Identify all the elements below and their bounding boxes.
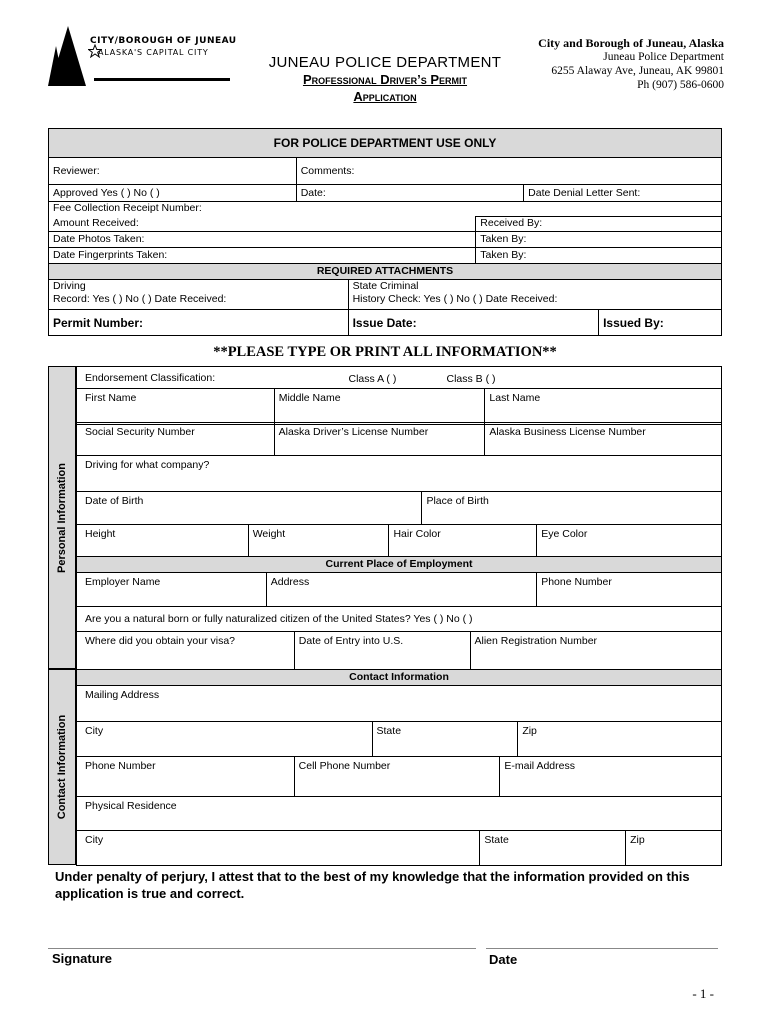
company-table <box>76 455 722 492</box>
address-line2: Juneau Police Department <box>603 51 724 63</box>
alien-registration-field[interactable]: Alien Registration Number <box>470 632 722 670</box>
contact-heading: Contact Information <box>77 670 722 686</box>
mailing-city-table <box>76 721 722 757</box>
contact-info-side-label <box>48 669 76 865</box>
form-title-line2: Application <box>353 89 417 104</box>
visa-table <box>76 631 722 670</box>
mailing-city-field[interactable]: City <box>77 722 373 757</box>
criminal-check-label1: State Criminal <box>352 280 419 292</box>
approved-field[interactable]: Approved Yes ( ) No ( ) <box>49 185 297 202</box>
endorsement-label: Endorsement Classification: <box>85 371 216 384</box>
date-field[interactable]: Date: <box>296 185 523 202</box>
residence-zip-field[interactable]: Zip <box>626 831 722 866</box>
physical-residence-field[interactable]: Physical Residence <box>77 797 722 831</box>
cell-phone-field[interactable]: Cell Phone Number <box>294 757 500 797</box>
height-field[interactable]: Height <box>77 525 249 557</box>
type-or-print-notice: **PLEASE TYPE OR PRINT ALL INFORMATION** <box>213 344 557 360</box>
residence-state-field[interactable]: State <box>480 831 626 866</box>
pob-field[interactable]: Place of Birth <box>422 492 722 525</box>
residence-table <box>76 796 722 831</box>
endorsement-row <box>77 367 722 389</box>
middle-name-field[interactable]: Middle Name <box>274 389 485 425</box>
contact-table <box>76 669 722 722</box>
fingerprints-date-field[interactable]: Date Fingerprints Taken: <box>49 248 476 264</box>
mailing-state-field[interactable]: State <box>372 722 518 757</box>
date-label: Date <box>489 952 518 967</box>
employer-phone-field[interactable]: Phone Number <box>537 573 722 607</box>
ssn-field[interactable]: Social Security Number <box>77 423 275 456</box>
visa-field[interactable]: Where did you obtain your visa? <box>77 632 295 670</box>
received-by-field[interactable]: Received By: <box>476 217 722 232</box>
alaska-bl-field[interactable]: Alaska Business License Number <box>485 423 722 456</box>
personal-info-table <box>76 366 722 389</box>
personal-info-side-label <box>48 366 76 669</box>
fingerprints-taken-by-field[interactable]: Taken By: <box>476 248 722 264</box>
citizenship-field[interactable]: Are you a natural born or fully naturalized citizen of the United States? Yes ( ) No ( ) <box>77 607 722 632</box>
birth-table <box>76 491 722 525</box>
weight-field[interactable]: Weight <box>248 525 389 557</box>
eye-color-field[interactable]: Eye Color <box>537 525 722 557</box>
criminal-check-field[interactable] <box>348 280 721 310</box>
reviewer-field[interactable]: Reviewer: <box>49 158 297 185</box>
driving-record-field[interactable] <box>49 280 349 310</box>
employment-heading: Current Place of Employment <box>77 557 722 573</box>
mailing-address-field[interactable]: Mailing Address <box>77 686 722 722</box>
employment-table <box>76 556 722 607</box>
company-field[interactable]: Driving for what company? <box>77 456 722 492</box>
employer-address-field[interactable]: Address <box>266 573 536 607</box>
office-use-table <box>48 128 722 336</box>
contact-info-label-text: Contact Information <box>56 714 68 820</box>
criminal-check-label2: History Check: Yes ( ) No ( ) Date Received: <box>352 293 558 305</box>
dept-title: JUNEAU POLICE DEPARTMENT <box>268 54 502 71</box>
contact-phone-field[interactable]: Phone Number <box>77 757 295 797</box>
signature-label: Signature <box>52 951 112 966</box>
department-address <box>538 36 724 92</box>
physical-traits-table <box>76 524 722 557</box>
office-use-heading: FOR POLICE DEPARTMENT USE ONLY <box>49 129 722 158</box>
dob-field[interactable]: Date of Birth <box>77 492 422 525</box>
photos-date-field[interactable]: Date Photos Taken: <box>49 232 476 248</box>
first-name-field[interactable]: First Name <box>77 389 275 425</box>
logo-line1: CITY/BOROUGH OF JUNEAU <box>90 36 237 46</box>
last-name-field[interactable]: Last Name <box>485 389 722 425</box>
class-a-checkbox[interactable]: Class A ( ) <box>348 372 397 385</box>
denial-letter-field[interactable]: Date Denial Letter Sent: <box>524 185 722 202</box>
residence-city-table <box>76 830 722 866</box>
address-line4: Ph (907) 586-0600 <box>637 79 724 91</box>
hair-color-field[interactable]: Hair Color <box>389 525 537 557</box>
address-line1: City and Borough of Juneau, Alaska <box>538 36 724 50</box>
logo-underline <box>94 78 230 81</box>
comments-field[interactable]: Comments: <box>296 158 721 185</box>
fee-receipt-field[interactable]: Fee Collection Receipt Number: <box>49 202 722 217</box>
form-title-line1: Professional Driver’s Permit <box>302 72 468 87</box>
employer-name-field[interactable]: Employer Name <box>77 573 267 607</box>
citizenship-table <box>76 606 722 632</box>
tree-icon <box>48 26 88 90</box>
mailing-zip-field[interactable]: Zip <box>518 722 722 757</box>
attachments-heading: REQUIRED ATTACHMENTS <box>49 264 722 280</box>
photos-taken-by-field[interactable]: Taken By: <box>476 232 722 248</box>
alaska-dl-field[interactable]: Alaska Driver’s License Number <box>274 423 485 456</box>
personal-info-label-text: Personal Information <box>56 462 68 573</box>
entry-date-field[interactable]: Date of Entry into U.S. <box>294 632 470 670</box>
signature-line[interactable] <box>48 948 476 949</box>
address-line3: 6255 Alaway Ave, Juneau, AK 99801 <box>551 65 724 77</box>
license-table <box>76 422 722 456</box>
issue-date-field[interactable]: Issue Date: <box>348 310 599 336</box>
perjury-attestation: Under penalty of perjury, I attest that to the best of my knowledge that the information provided on this application is true and correct. <box>55 869 690 901</box>
form-title-block <box>262 54 508 105</box>
name-table <box>76 388 722 425</box>
amount-received-field[interactable]: Amount Received: <box>49 217 476 232</box>
residence-city-field[interactable]: City <box>77 831 480 866</box>
permit-number-field[interactable]: Permit Number: <box>49 310 349 336</box>
logo-line2: ALASKA'S CAPITAL CITY <box>98 48 209 57</box>
city-borough-logo <box>48 26 248 90</box>
issued-by-field[interactable]: Issued By: <box>599 310 722 336</box>
email-field[interactable]: E-mail Address <box>500 757 722 797</box>
phone-table <box>76 756 722 797</box>
driving-record-label2: Record: Yes ( ) No ( ) Date Received: <box>53 293 227 305</box>
driving-record-label1: Driving <box>53 280 86 292</box>
class-b-checkbox[interactable]: Class B ( ) <box>446 372 496 385</box>
date-line[interactable] <box>486 948 718 949</box>
page-number: - 1 - <box>692 986 714 1001</box>
